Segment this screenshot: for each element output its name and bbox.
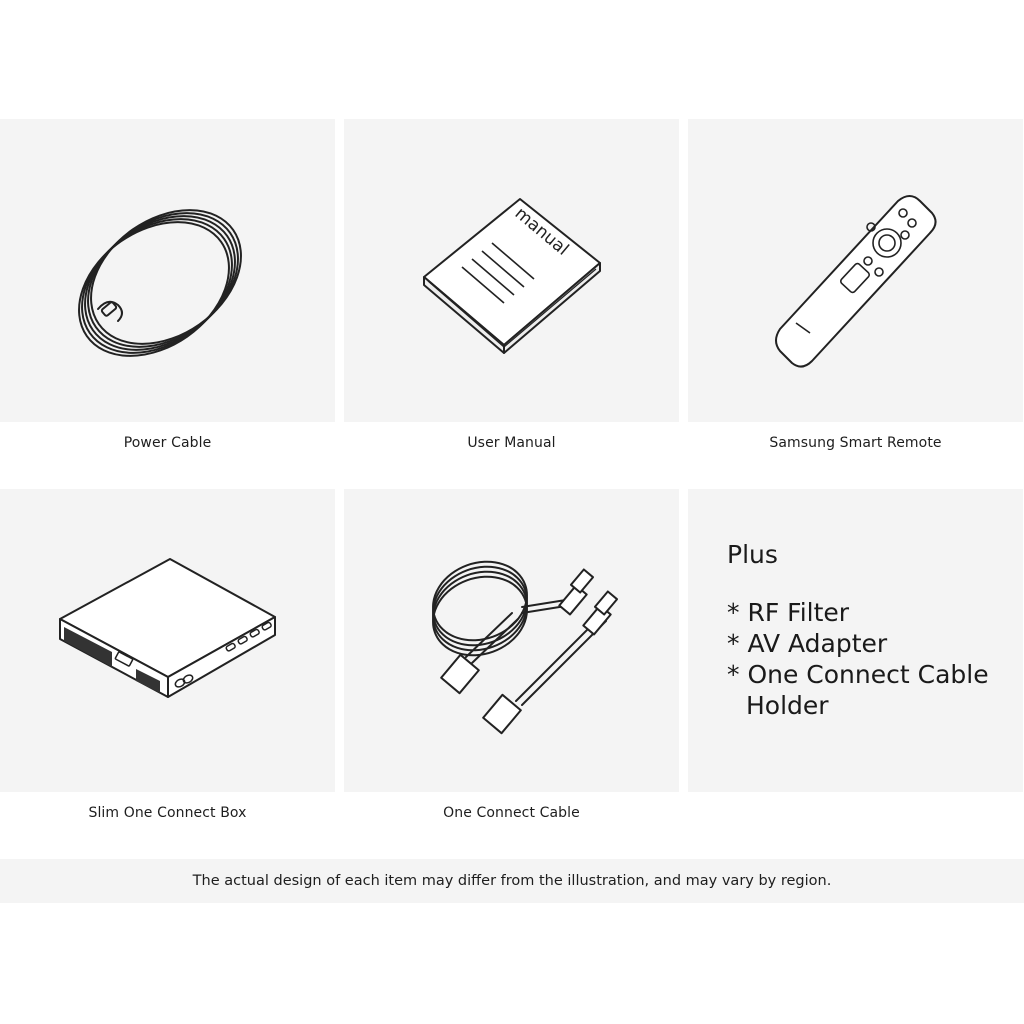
plus-panel [727,540,1017,721]
tile-user-manual [344,119,679,422]
manual-cover-text: manual [510,203,573,260]
tile-one-connect-box [0,489,335,792]
power-cable-illustration [0,119,335,422]
caption-power-cable: Power Cable [123,435,212,451]
smart-remote-illustration [688,119,1023,422]
plus-item-rf-filter: * RF Filter [727,598,850,627]
plus-list [727,597,1017,721]
disclaimer-text: The actual design of each item may differ from the illustration, and may vary by region. [192,873,832,889]
plus-title: Plus [727,540,778,569]
caption-one-connect-cable: One Connect Cable [443,805,580,821]
one-connect-box-illustration [0,489,335,792]
tile-one-connect-cable [344,489,679,792]
caption-one-connect-box: Slim One Connect Box [88,805,247,821]
caption-user-manual: User Manual [467,435,556,451]
disclaimer-bar [0,859,1024,903]
tile-smart-remote [688,119,1023,422]
plus-item-cable-holder: * One Connect Cable Holder [727,660,989,720]
user-manual-illustration [344,119,679,422]
caption-smart-remote: Samsung Smart Remote [769,435,942,451]
plus-item-av-adapter: * AV Adapter [727,629,888,658]
one-connect-cable-illustration [344,489,679,792]
tile-power-cable [0,119,335,422]
